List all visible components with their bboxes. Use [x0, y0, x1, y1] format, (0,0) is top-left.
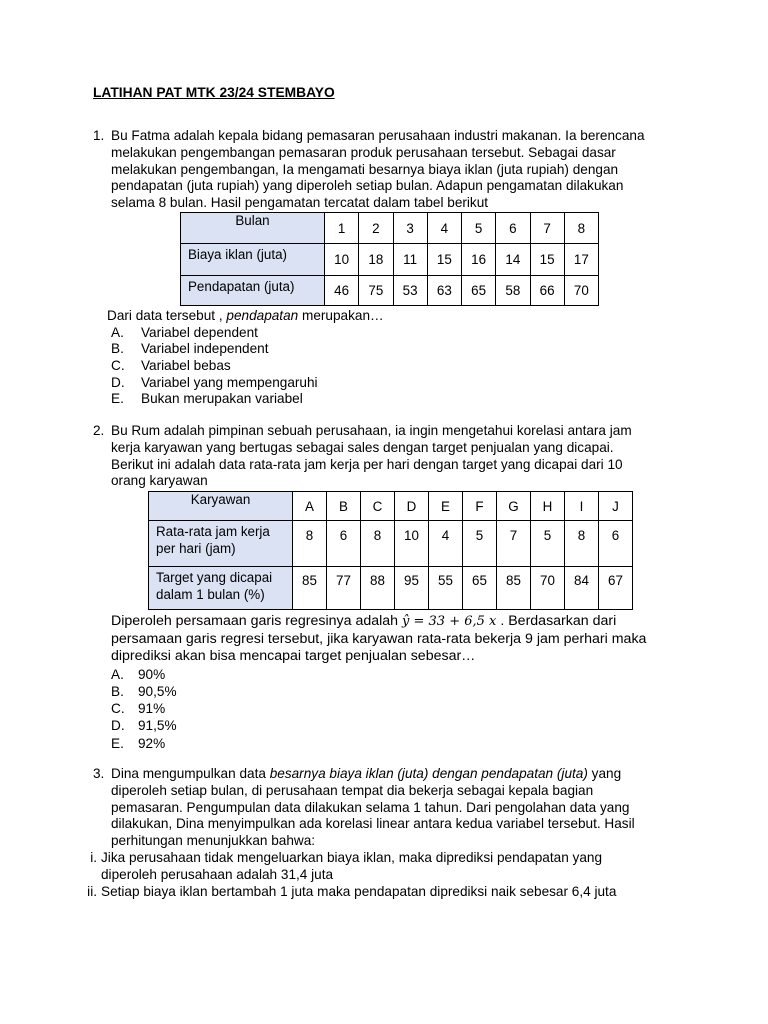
- table-cell: G: [497, 492, 531, 521]
- text-line: kerja karyawan yang bertugas sebagai sales dengan target penjualan yang dicapai.: [111, 439, 614, 455]
- data-table-q2: [148, 491, 633, 610]
- stem-text: merupakan…: [302, 308, 384, 323]
- row-label-line: per hari (jam): [156, 540, 236, 556]
- statement-text: [101, 884, 616, 901]
- table-cell: B: [327, 492, 361, 521]
- stem-italic: pendapatan: [226, 308, 299, 323]
- option-text: Variabel dependent: [141, 324, 258, 340]
- question-3: [87, 766, 713, 900]
- table-cell: 55: [429, 567, 463, 610]
- table-cell: 95: [395, 567, 429, 610]
- stem-text: yang: [591, 766, 622, 781]
- text-line: diperoleh setiap bulan, di perusahaan tempat dia bekerja sebagai kepala bagian: [111, 782, 594, 798]
- options-list: [111, 325, 707, 408]
- table-row: [149, 567, 633, 610]
- row-label-line: Target yang dicapai: [156, 570, 273, 585]
- option-text: 90%: [138, 666, 166, 682]
- question-text: [111, 128, 693, 212]
- table-cell: 16: [462, 244, 496, 276]
- text-line: dilakukan, Dina menyimpulkan ada korelasi linear antara kedua variabel tersebut. Hasil: [111, 816, 635, 832]
- stem-text: Dina mengumpulkan data: [111, 766, 266, 781]
- table-cell: 70: [531, 567, 565, 610]
- table-cell: 77: [327, 567, 361, 610]
- option-c[interactable]: [111, 358, 707, 375]
- statement-label: i.: [90, 849, 97, 865]
- table-cell: 65: [463, 567, 497, 610]
- table-cell: 75: [359, 276, 393, 306]
- option-letter: A.: [111, 324, 124, 340]
- table-cell: D: [395, 492, 429, 521]
- table-cell: 63: [427, 276, 461, 306]
- table-cell: 7: [530, 213, 564, 244]
- text-line: Bu Rum adalah pimpinan sebuah perusahaan, ia ingin mengetahui korelasi antara jam: [111, 423, 632, 438]
- table-cell: E: [429, 492, 463, 521]
- table-cell: 14: [496, 244, 530, 276]
- text-line: melakukan pengembangan, Ia mengamati besarnya biaya iklan (juta rupiah) dengan: [111, 161, 619, 177]
- table-cell: 8: [293, 521, 327, 567]
- table-cell: 17: [564, 244, 598, 276]
- option-e[interactable]: [111, 735, 711, 752]
- table-cell: H: [531, 492, 565, 521]
- table-cell: 3: [393, 213, 427, 244]
- option-letter: D.: [111, 718, 125, 734]
- options-list: [111, 666, 711, 752]
- stem-text: . Berdasarkan dari: [500, 613, 617, 629]
- statement-ii: [79, 884, 713, 901]
- text-line: perhitungan menunjukkan bahwa:: [111, 833, 316, 849]
- option-letter: C.: [111, 357, 125, 373]
- option-letter: D.: [111, 374, 125, 390]
- statement-text: [101, 850, 602, 884]
- option-text: Variabel yang mempengaruhi: [141, 374, 318, 390]
- table-cell: 5: [531, 521, 565, 567]
- table-cell: C: [361, 492, 395, 521]
- table-cell: 4: [429, 521, 463, 567]
- option-letter: E.: [111, 735, 124, 751]
- option-b[interactable]: [111, 683, 711, 700]
- option-letter: B.: [111, 683, 124, 699]
- table-row: [181, 244, 599, 276]
- row-label: Pendapatan (juta): [181, 276, 325, 306]
- table-cell: A: [293, 492, 327, 521]
- option-text: Variabel independent: [141, 341, 269, 357]
- question-2: [93, 423, 693, 490]
- table-cell: 4: [427, 213, 461, 244]
- table-cell: 5: [462, 213, 496, 244]
- stem-text: persamaan garis regresi tersebut, jika karyawan rata-rata bekerja 9 jam perhari maka: [111, 630, 647, 647]
- statement-i: [79, 850, 713, 884]
- option-letter: B.: [111, 341, 124, 357]
- table-cell: 6: [599, 521, 633, 567]
- option-text: Variabel bebas: [141, 357, 231, 373]
- row-label-line: Rata-rata jam kerja: [156, 524, 270, 539]
- table-cell: 85: [497, 567, 531, 610]
- option-c[interactable]: [111, 700, 711, 717]
- option-text: 92%: [138, 735, 166, 751]
- option-text: 91,5%: [138, 718, 177, 734]
- question-1: [93, 128, 693, 212]
- table-row: [181, 276, 599, 306]
- table-cell: 6: [496, 213, 530, 244]
- table-cell: F: [463, 492, 497, 521]
- row-label: [149, 567, 293, 610]
- text-line: Berikut ini adalah data rata-rata jam kerja per hari dengan target yang dicapai dari 10: [111, 456, 623, 472]
- row-label: Biaya iklan (juta): [181, 244, 325, 276]
- option-text: 90,5%: [138, 683, 177, 699]
- regression-equation: ŷ = 33 + 6,5 x: [402, 614, 497, 629]
- table-cell: 10: [395, 521, 429, 567]
- table-cell: 11: [393, 244, 427, 276]
- stem-text: diprediksi akan bisa mencapai target penjualan sebesar…: [111, 648, 476, 665]
- text-line: pendapatan (juta rupiah) yang diperoleh setiap bulan. Adapun pengamatan dilakukan: [111, 178, 624, 194]
- question-number: 3.: [93, 766, 105, 781]
- text-line: Bu Fatma adalah kepala bidang pemasaran perusahaan industri makanan. Ia berencana: [111, 128, 645, 143]
- option-letter: C.: [111, 701, 125, 717]
- table-cell: 18: [359, 244, 393, 276]
- question-number: 2.: [93, 423, 105, 438]
- table-cell: 8: [564, 213, 598, 244]
- text-line: melakukan pengembangan pemasaran produk perusahaan tersebut. Sebagai dasar: [111, 144, 616, 160]
- text-line: pemasaran. Pengumpulan data dilakukan selama 1 tahun. Dari pengolahan data yang: [111, 799, 630, 815]
- table-row: [181, 213, 599, 244]
- stem-italic: besarnya biaya iklan (juta) dengan pendapatan (juta): [269, 766, 588, 781]
- table-cell: 2: [359, 213, 393, 244]
- row-label: [149, 521, 293, 567]
- option-a[interactable]: [111, 325, 707, 342]
- statement-label: ii.: [87, 883, 97, 899]
- stem-text: Diperoleh persamaan garis regresinya adalah: [111, 613, 399, 629]
- table-cell: 70: [564, 276, 598, 306]
- text-line: diperoleh perusahaan adalah 31,4 juta: [101, 866, 334, 882]
- table-row: [149, 521, 633, 567]
- table-cell: 8: [361, 521, 395, 567]
- option-d[interactable]: [111, 717, 711, 734]
- table-cell: J: [599, 492, 633, 521]
- table-cell: 1: [325, 213, 359, 244]
- option-b[interactable]: [111, 341, 707, 358]
- text-line: [111, 766, 713, 783]
- option-text: Bukan merupakan variabel: [141, 391, 303, 407]
- row-label-line: dalam 1 bulan (%): [156, 586, 265, 602]
- option-d[interactable]: [111, 375, 707, 392]
- regression-line: [111, 613, 711, 631]
- table-cell: 88: [361, 567, 395, 610]
- table-cell: 46: [325, 276, 359, 306]
- table-cell: 53: [393, 276, 427, 306]
- table-cell: I: [565, 492, 599, 521]
- table-cell: 6: [327, 521, 361, 567]
- table-cell: 58: [496, 276, 530, 306]
- table-cell: 67: [599, 567, 633, 610]
- question-text: [111, 766, 713, 850]
- table-row: [149, 492, 633, 521]
- page-title: LATIHAN PAT MTK 23/24 STEMBAYO: [93, 85, 335, 100]
- table-cell: 10: [325, 244, 359, 276]
- table-cell: 8: [565, 521, 599, 567]
- table-cell: 84: [565, 567, 599, 610]
- statements: [79, 850, 713, 900]
- text-line: orang karyawan: [111, 473, 208, 489]
- table-cell: 66: [530, 276, 564, 306]
- text-line: Setiap biaya iklan bertambah 1 juta maka pendapatan diprediksi naik sebesar 6,4 juta: [101, 883, 617, 899]
- stem-text: Dari data tersebut ,: [107, 308, 223, 323]
- option-a[interactable]: [111, 666, 711, 683]
- row-label: Bulan: [181, 213, 325, 244]
- option-letter: A.: [111, 666, 124, 682]
- option-e[interactable]: [111, 391, 707, 408]
- option-letter: E.: [111, 391, 124, 407]
- data-table-q1: [180, 212, 599, 306]
- question-number: 1.: [93, 128, 105, 143]
- option-text: 91%: [138, 701, 166, 717]
- text-line: Jika perusahaan tidak mengeluarkan biaya iklan, maka diprediksi pendapatan yang: [101, 849, 603, 865]
- table-cell: 85: [293, 567, 327, 610]
- question-stem: [107, 308, 707, 325]
- question-text: [111, 423, 693, 490]
- table-cell: 5: [463, 521, 497, 567]
- question-2-prompt: [111, 613, 711, 752]
- question-1-prompt: [107, 308, 707, 408]
- text-line: selama 8 bulan. Hasil pengamatan tercatat dalam tabel berikut: [111, 195, 489, 211]
- row-label: Karyawan: [149, 492, 293, 521]
- table-cell: 15: [427, 244, 461, 276]
- table-cell: 65: [462, 276, 496, 306]
- table-cell: 7: [497, 521, 531, 567]
- table-cell: 15: [530, 244, 564, 276]
